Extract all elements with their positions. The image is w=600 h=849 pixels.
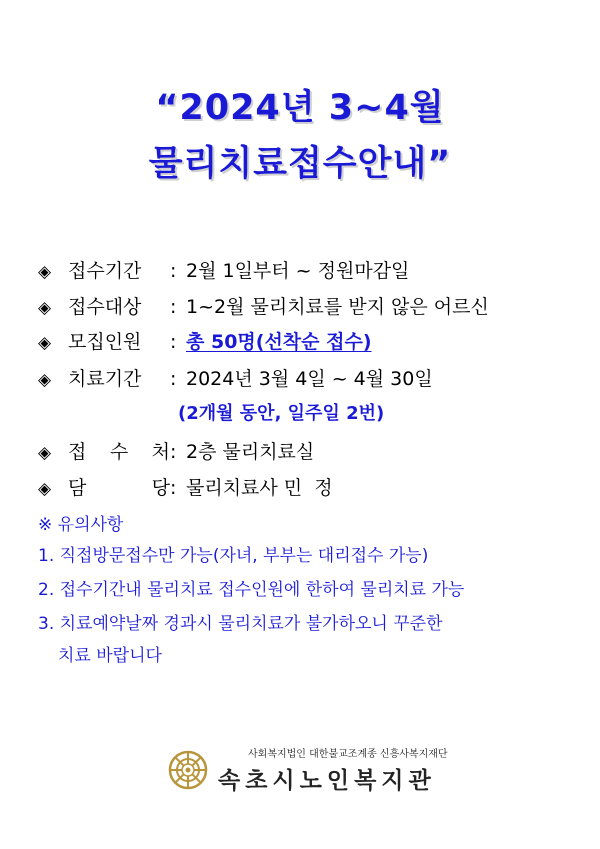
- note-item: 3. 치료예약날짜 경과시 물리치료가 불가하오니 꾸준한: [38, 614, 443, 634]
- place-label-char: 수: [109, 441, 129, 463]
- detail-row-contact: [38, 473, 333, 500]
- place-label-char: 처: [151, 441, 170, 463]
- note-item: 1. 직접방문접수만 가능(자녀, 부부는 대리접수 가능): [38, 546, 429, 566]
- diamond-bullet-icon: ◈: [38, 370, 52, 390]
- contact-label: [68, 473, 170, 500]
- title-line-1: “2024년 3~4월: [155, 88, 445, 128]
- contact-label-char: 담: [68, 477, 87, 499]
- colon: :: [170, 331, 177, 353]
- colon: :: [170, 368, 177, 390]
- diamond-bullet-icon: ◈: [38, 443, 52, 463]
- colon: :: [170, 260, 177, 282]
- diamond-bullet-icon: ◈: [38, 333, 52, 353]
- note-item: 2. 접수기간내 물리치료 접수인원에 한하여 물리치료 가능: [38, 580, 465, 600]
- target-value: 1~2월 물리치료를 받지 않은 어르신: [186, 296, 489, 318]
- dharma-wheel-icon: [168, 750, 208, 790]
- detail-row-period: [38, 256, 409, 283]
- colon: :: [170, 441, 177, 463]
- period-label: 접수기간: [68, 260, 142, 282]
- colon: :: [170, 477, 177, 499]
- diamond-bullet-icon: ◈: [38, 298, 52, 318]
- diamond-bullet-icon: ◈: [38, 262, 52, 282]
- contact-label-char: 당: [151, 477, 170, 499]
- treatment-label: 치료기간: [68, 368, 142, 390]
- diamond-bullet-icon: ◈: [38, 479, 52, 499]
- footer-organization: [168, 745, 448, 795]
- notes-heading: ※ 유의사항: [38, 515, 124, 535]
- target-label: 접수대상: [68, 296, 142, 318]
- detail-row-treatment: [38, 364, 433, 391]
- place-label: [68, 437, 170, 464]
- colon: :: [170, 296, 177, 318]
- recruit-label: 모집인원: [68, 331, 142, 353]
- period-value: 2월 1일부터 ~ 정원마감일: [186, 260, 410, 282]
- treatment-note: (2개월 동안, 일주일 2번): [178, 403, 385, 424]
- place-value: 2층 물리치료실: [186, 441, 315, 463]
- recruit-value: 총 50명(선착순 접수): [186, 331, 372, 353]
- organization-name: 속초시노인복지관: [218, 768, 436, 794]
- detail-row-target: [38, 292, 489, 319]
- treatment-value: 2024년 3월 4일 ~ 4월 30일: [186, 368, 433, 390]
- note-item-continuation: 치료 바랍니다: [58, 646, 162, 666]
- contact-value: 물리치료사 민 정: [186, 477, 333, 499]
- place-label-char: 접: [68, 441, 87, 463]
- title-line-2: 물리치료접수안내”: [148, 144, 452, 184]
- detail-row-place: [38, 437, 314, 464]
- organization-subtitle: 사회복지법인 대한불교조계종 신흥사복지재단: [248, 749, 448, 760]
- detail-row-recruit: [38, 327, 372, 354]
